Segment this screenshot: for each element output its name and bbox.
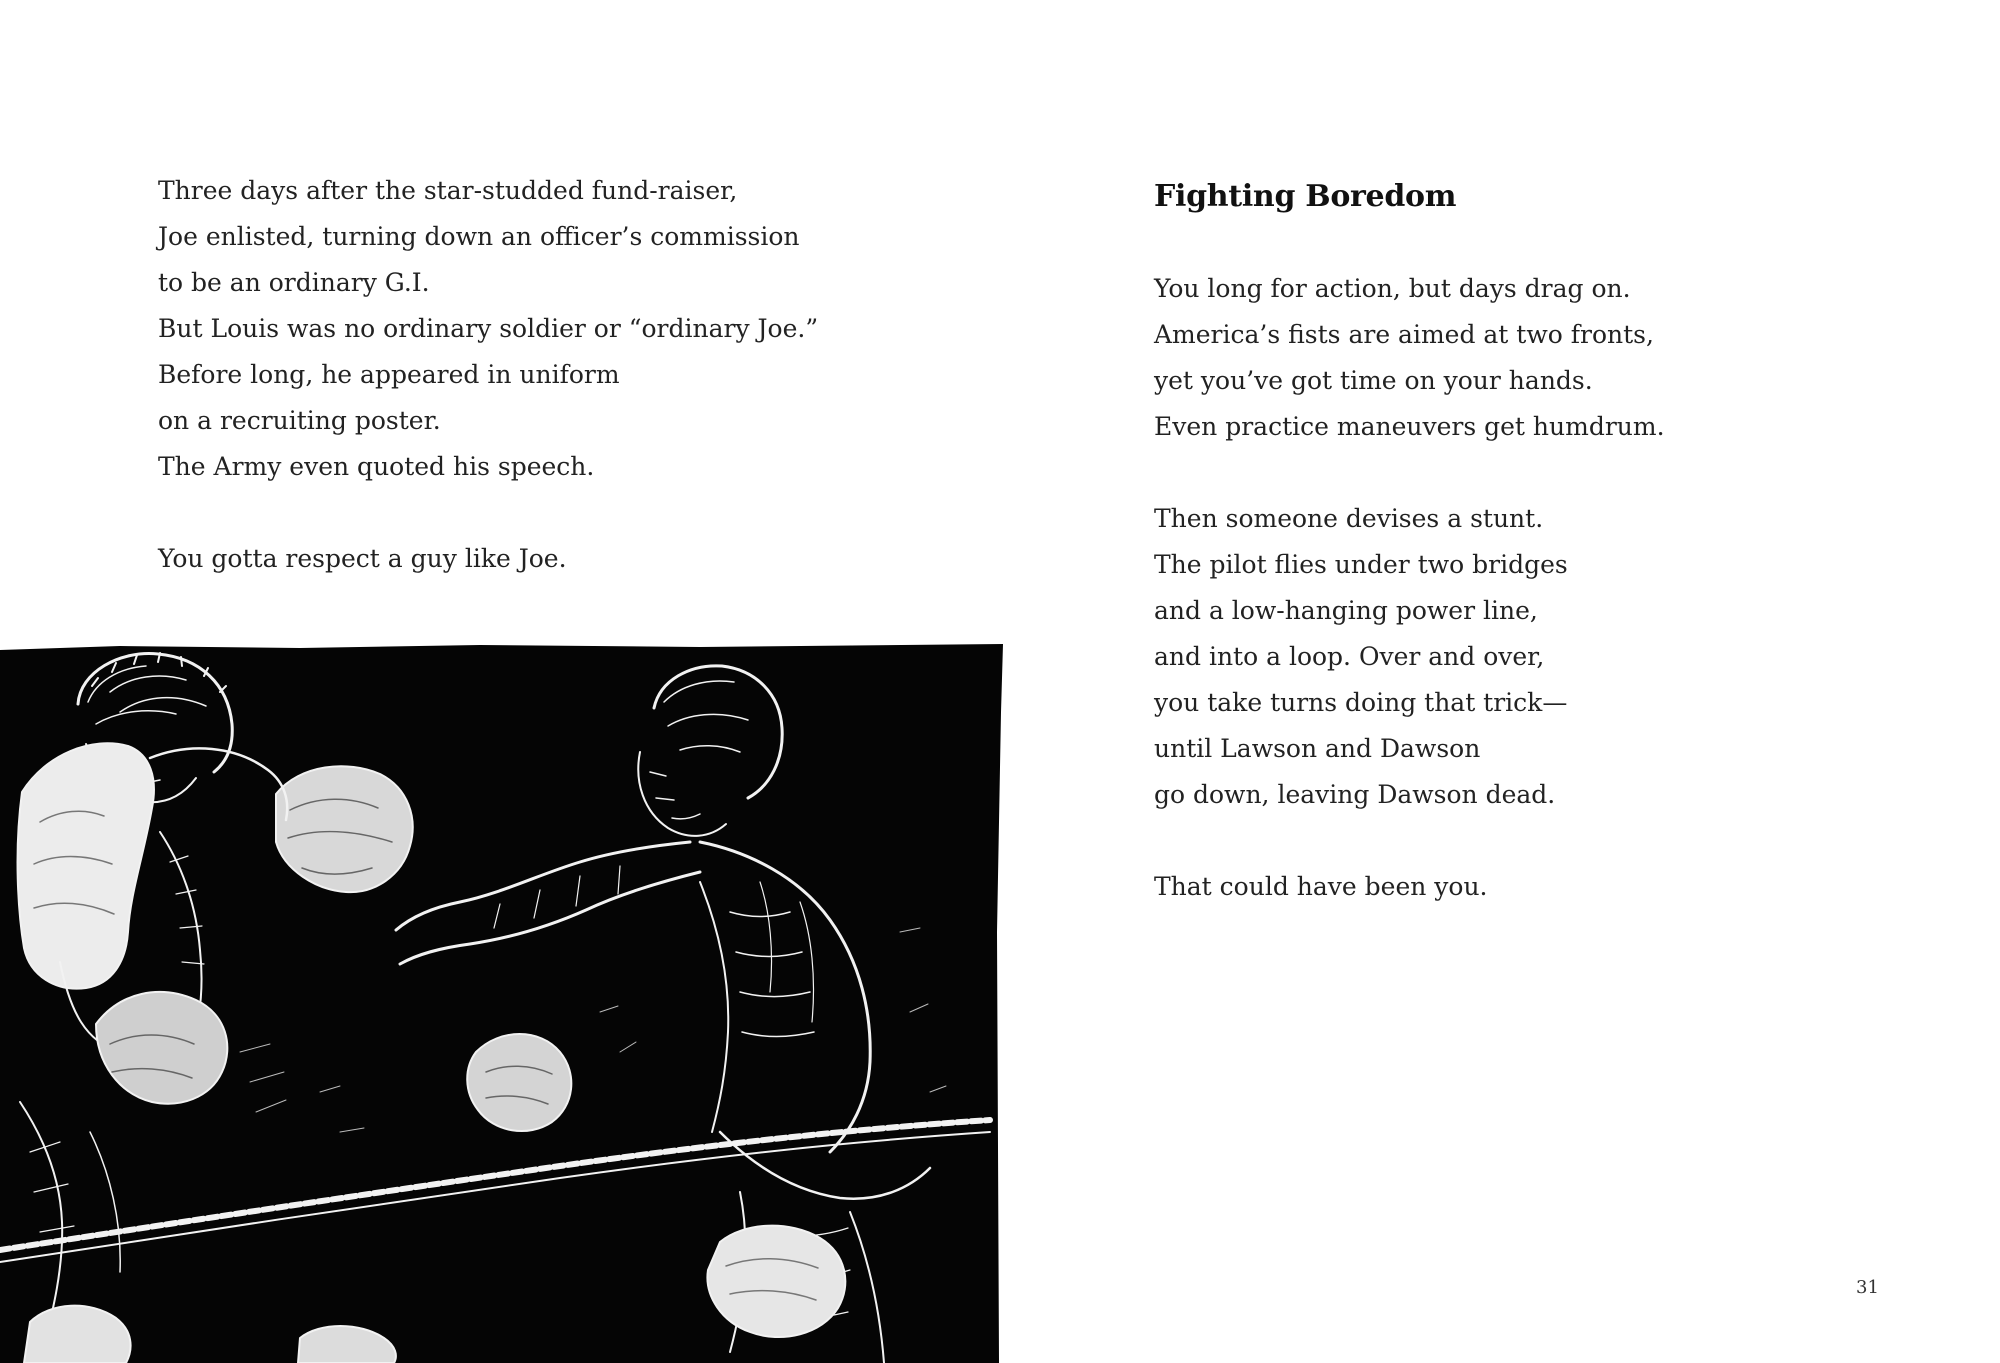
page-number: 31 [1856, 1277, 1879, 1298]
poem-line: and a low-hanging power line, [1154, 596, 1538, 625]
poem-line: Before long, he appeared in uniform [158, 360, 620, 389]
right-stanza-3 [1154, 864, 1914, 910]
boxing-illustration [0, 632, 1005, 1363]
poem-line: you take turns doing that trick— [1154, 688, 1568, 717]
right-stanza-2 [1154, 496, 1914, 818]
poem-line: But Louis was no ordinary soldier or “ordinary Joe.” [158, 314, 819, 343]
poem-line: You gotta respect a guy like Joe. [158, 544, 567, 573]
poem-line: Joe enlisted, turning down an officer’s commission [158, 222, 800, 251]
poem-line: on a recruiting poster. [158, 406, 441, 435]
right-page-poem [1154, 174, 1914, 910]
poem-line: go down, leaving Dawson dead. [1154, 780, 1556, 809]
boxing-illustration-svg [0, 632, 1005, 1363]
poem-line: Then someone devises a stunt. [1154, 504, 1544, 533]
left-stanza-1 [158, 168, 918, 490]
poem-line: You long for action, but days drag on. [1154, 274, 1631, 303]
left-page-poem [158, 168, 918, 582]
poem-line: Even practice maneuvers get humdrum. [1154, 412, 1665, 441]
poem-line: until Lawson and Dawson [1154, 734, 1481, 763]
stanza-break [158, 490, 918, 536]
poem-line: Three days after the star-studded fund-raiser, [158, 176, 738, 205]
poem-line: and into a loop. Over and over, [1154, 642, 1545, 671]
poem-title: Fighting Boredom [1154, 179, 1457, 214]
stanza-break [1154, 818, 1914, 864]
poem-line: to be an ordinary G.I. [158, 268, 430, 297]
poem-line: The pilot flies under two bridges [1154, 550, 1568, 579]
poem-line: yet you’ve got time on your hands. [1154, 366, 1593, 395]
poem-line: America’s fists are aimed at two fronts, [1154, 320, 1654, 349]
right-stanza-1 [1154, 266, 1914, 450]
left-stanza-2 [158, 536, 918, 582]
poem-line: That could have been you. [1154, 872, 1488, 901]
poem-line: The Army even quoted his speech. [158, 452, 595, 481]
stanza-break [1154, 450, 1914, 496]
